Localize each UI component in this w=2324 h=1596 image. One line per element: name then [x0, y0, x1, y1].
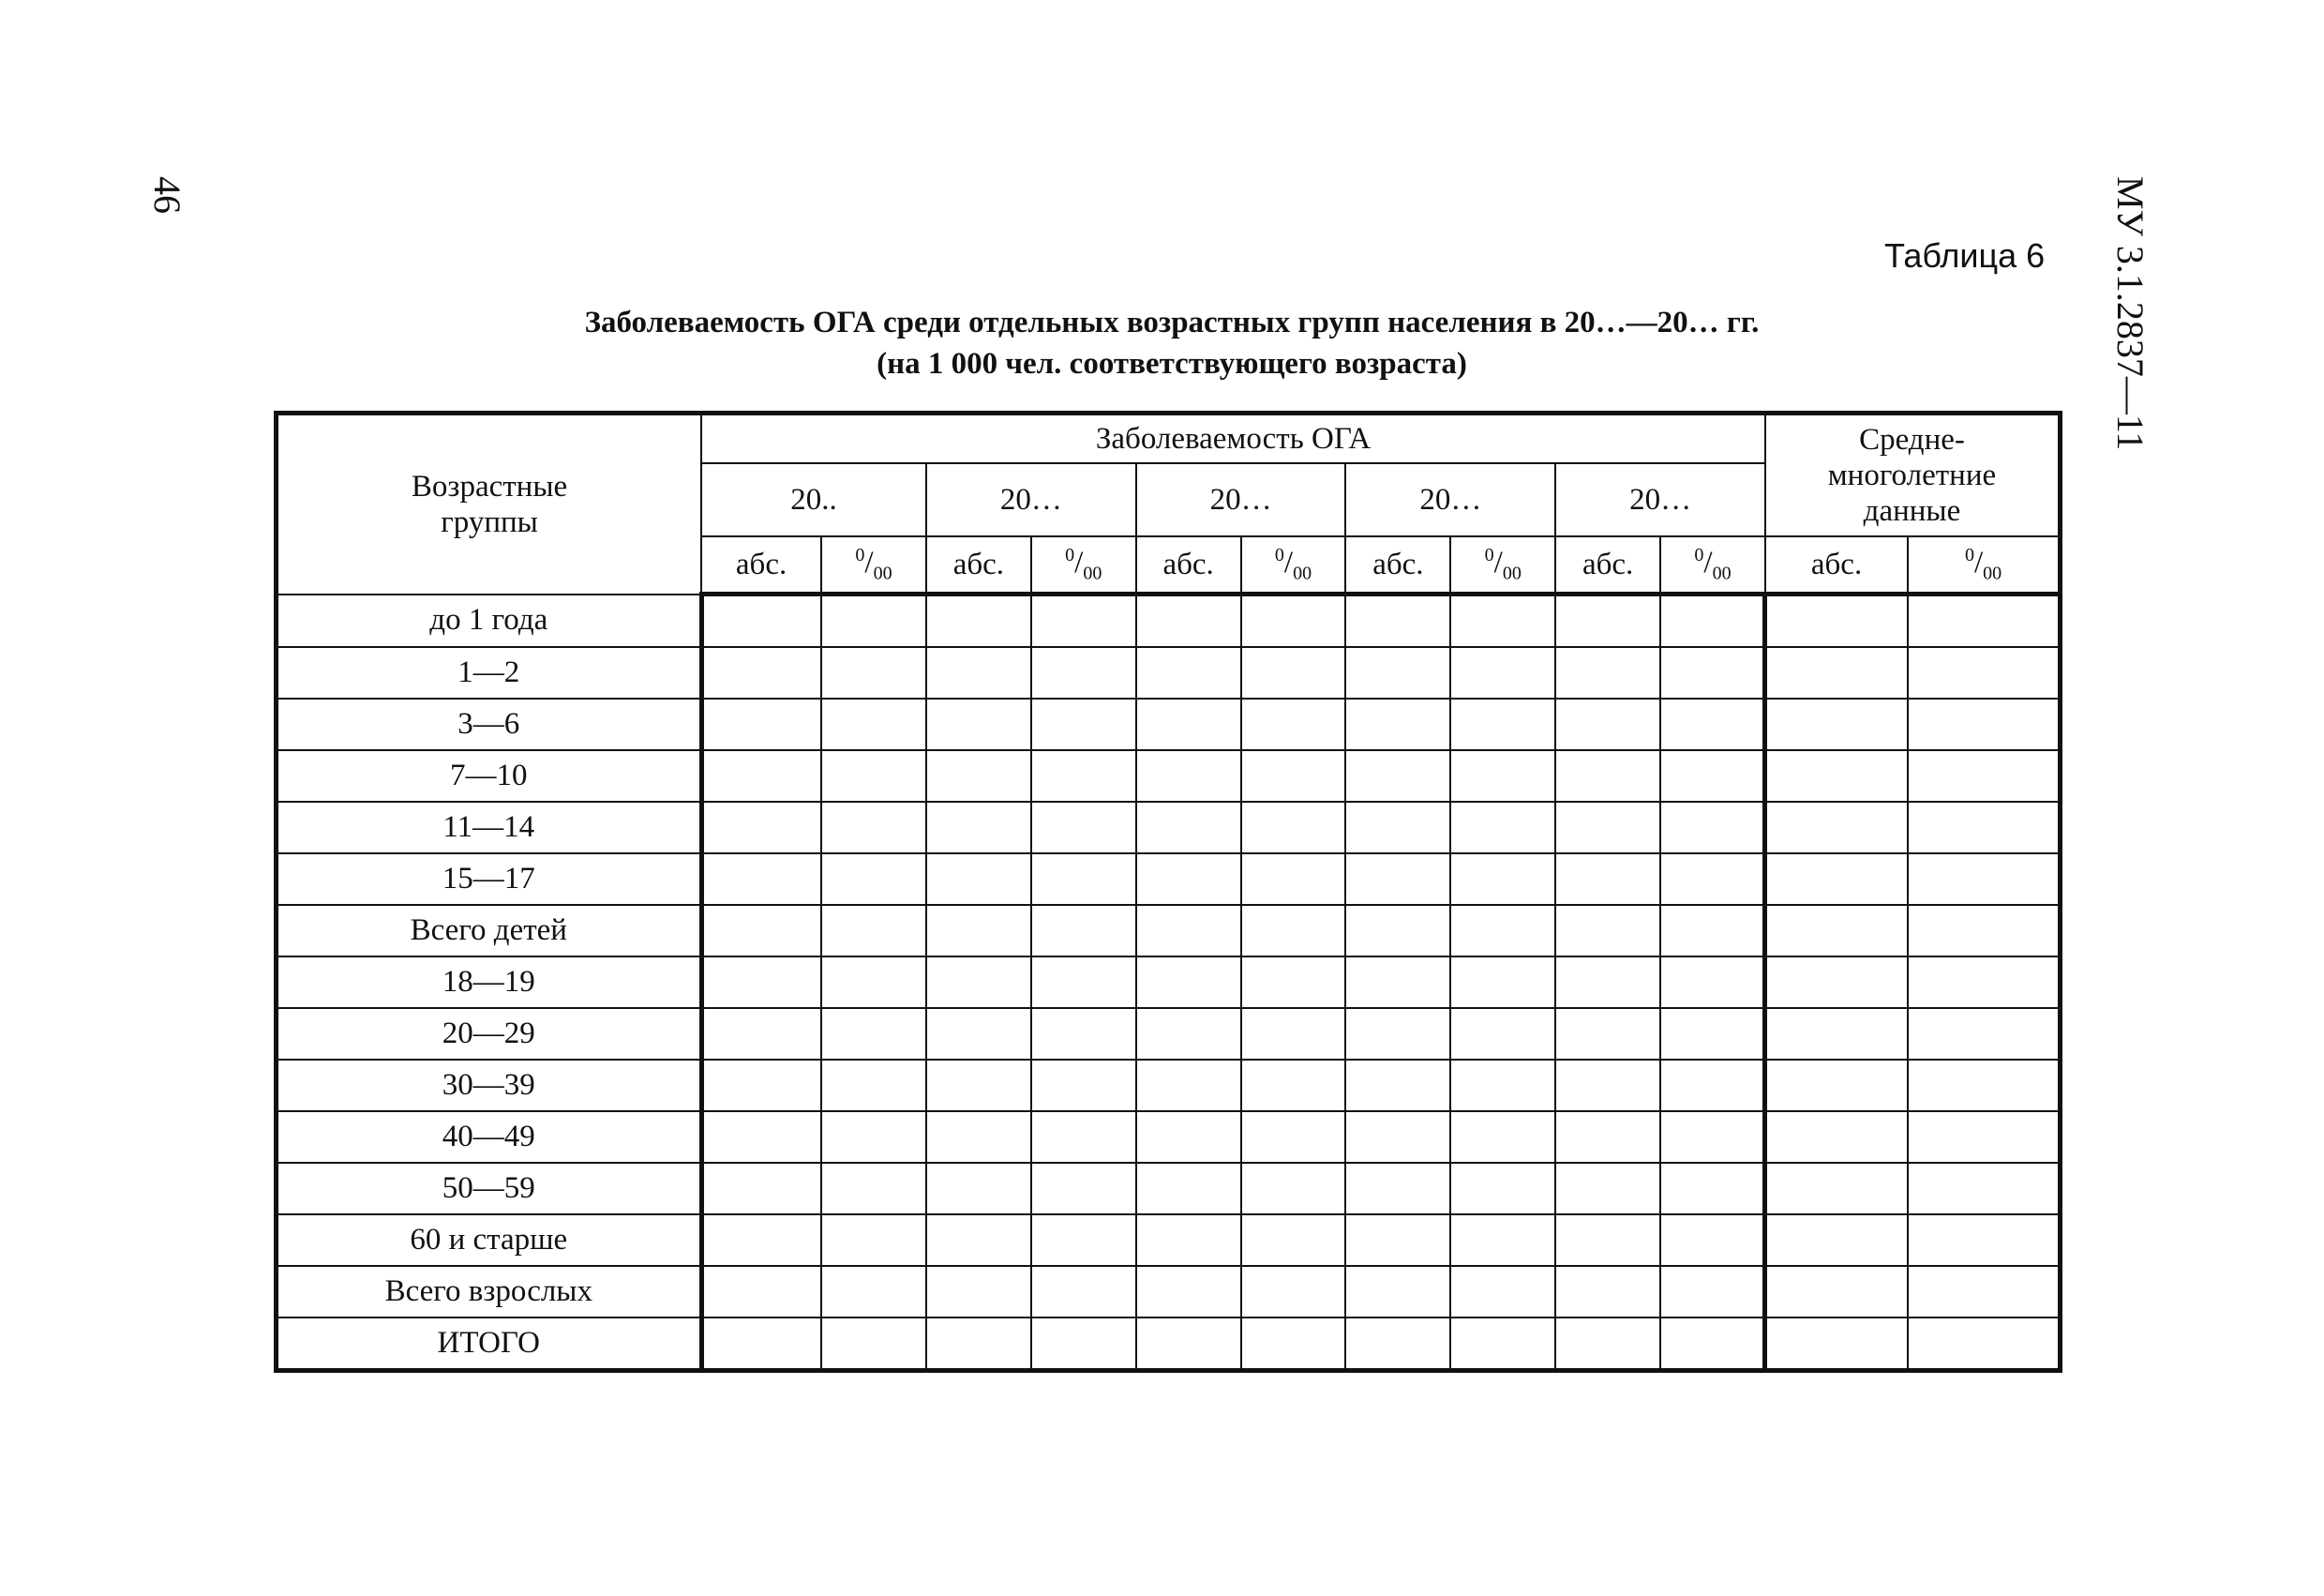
- empty-cell: [1031, 1008, 1136, 1060]
- abs-unit-header: абс.: [1136, 536, 1241, 595]
- empty-cell: [821, 1266, 926, 1317]
- permil-unit-header: $^0/_{00}$: [1660, 536, 1765, 595]
- abs-unit-header: абс.: [701, 536, 821, 595]
- empty-cell: [1136, 853, 1241, 905]
- table-label: Таблица 6: [1884, 236, 2046, 275]
- table-caption: [281, 302, 2062, 384]
- empty-cell: [1908, 595, 2060, 648]
- age-group-label: 60 и старше: [277, 1214, 702, 1266]
- age-group-label: 30—39: [277, 1060, 702, 1111]
- empty-cell: [1031, 595, 1136, 648]
- empty-cell: [1660, 750, 1765, 802]
- empty-cell: [1450, 853, 1555, 905]
- empty-cell: [821, 905, 926, 956]
- empty-cell: [821, 595, 926, 648]
- empty-cell: [1031, 1317, 1136, 1371]
- empty-cell: [701, 1060, 821, 1111]
- empty-cell: [1241, 1111, 1346, 1163]
- year-header: 20…: [1345, 463, 1555, 536]
- empty-cell: [926, 699, 1031, 750]
- permil-sup: 0: [1274, 545, 1284, 566]
- empty-cell: [1031, 905, 1136, 956]
- empty-cell: [1345, 595, 1450, 648]
- empty-cell: [1345, 905, 1450, 956]
- incidence-header: Заболеваемость ОГА: [701, 414, 1765, 464]
- table-row: [277, 1111, 2061, 1163]
- empty-cell: [1555, 1008, 1660, 1060]
- empty-cell: [1660, 802, 1765, 853]
- empty-cell: [1136, 1317, 1241, 1371]
- empty-cell: [1136, 1163, 1241, 1214]
- empty-cell: [1241, 802, 1346, 853]
- empty-cell: [821, 802, 926, 853]
- empty-cell: [1555, 595, 1660, 648]
- empty-cell: [1765, 802, 1908, 853]
- empty-cell: [1345, 1111, 1450, 1163]
- empty-cell: [926, 1060, 1031, 1111]
- caption-line-1: Заболеваемость ОГА среди отдельных возрастных групп населения в 20…—20… гг.: [584, 306, 1760, 339]
- year-header: 20…: [926, 463, 1136, 536]
- table-row: [277, 956, 2061, 1008]
- age-group-label: 15—17: [277, 853, 702, 905]
- permil-sub: 00: [1083, 563, 1102, 584]
- empty-cell: [926, 802, 1031, 853]
- permil-sup: 0: [1065, 545, 1075, 566]
- empty-cell: [1241, 1266, 1346, 1317]
- empty-cell: [1031, 750, 1136, 802]
- empty-cell: [1660, 1111, 1765, 1163]
- age-group-label: 20—29: [277, 1008, 702, 1060]
- permil-sup: 0: [1484, 545, 1494, 566]
- table-row: [277, 647, 2061, 699]
- empty-cell: [1765, 1317, 1908, 1371]
- table-row: [277, 1008, 2061, 1060]
- table-row: [277, 905, 2061, 956]
- year-header: 20..: [701, 463, 926, 536]
- empty-cell: [1765, 750, 1908, 802]
- empty-cell: [1450, 595, 1555, 648]
- empty-cell: [701, 1214, 821, 1266]
- empty-cell: [1660, 956, 1765, 1008]
- age-group-label: 11—14: [277, 802, 702, 853]
- empty-cell: [701, 699, 821, 750]
- empty-cell: [821, 647, 926, 699]
- permil-unit-header: $^0/_{00}$: [1908, 536, 2060, 595]
- empty-cell: [1765, 595, 1908, 648]
- empty-cell: [1450, 1008, 1555, 1060]
- empty-cell: [1765, 1214, 1908, 1266]
- age-group-label: 40—49: [277, 1111, 702, 1163]
- empty-cell: [1765, 1060, 1908, 1111]
- empty-cell: [1765, 956, 1908, 1008]
- age-groups-header: Возрастные группы: [277, 414, 702, 595]
- empty-cell: [926, 750, 1031, 802]
- age-group-label: Всего детей: [277, 905, 702, 956]
- age-group-label: 50—59: [277, 1163, 702, 1214]
- long-term-average-header: Средне-многолетние данные: [1765, 414, 2061, 537]
- empty-cell: [1241, 750, 1346, 802]
- empty-cell: [1908, 905, 2060, 956]
- empty-cell: [926, 1163, 1031, 1214]
- empty-cell: [1450, 699, 1555, 750]
- empty-cell: [1660, 647, 1765, 699]
- empty-cell: [1241, 905, 1346, 956]
- empty-cell: [701, 802, 821, 853]
- empty-cell: [1908, 1163, 2060, 1214]
- empty-cell: [1031, 699, 1136, 750]
- empty-cell: [1908, 1008, 2060, 1060]
- empty-cell: [926, 1317, 1031, 1371]
- empty-cell: [1345, 1060, 1450, 1111]
- empty-cell: [926, 905, 1031, 956]
- age-group-label: ИТОГО: [277, 1317, 702, 1371]
- empty-cell: [1136, 595, 1241, 648]
- empty-cell: [926, 1214, 1031, 1266]
- permil-sub: 00: [873, 563, 892, 584]
- permil-sup: 0: [855, 545, 865, 566]
- empty-cell: [926, 1266, 1031, 1317]
- empty-cell: [1031, 1266, 1136, 1317]
- permil-unit-header: $^0/_{00}$: [1241, 536, 1346, 595]
- empty-cell: [821, 1317, 926, 1371]
- table-row: [277, 1266, 2061, 1317]
- empty-cell: [1136, 905, 1241, 956]
- empty-cell: [821, 1060, 926, 1111]
- empty-cell: [821, 750, 926, 802]
- empty-cell: [1765, 699, 1908, 750]
- empty-cell: [1555, 905, 1660, 956]
- empty-cell: [926, 1008, 1031, 1060]
- empty-cell: [701, 1266, 821, 1317]
- empty-cell: [1450, 647, 1555, 699]
- empty-cell: [1450, 1317, 1555, 1371]
- empty-cell: [1136, 802, 1241, 853]
- empty-cell: [1241, 1214, 1346, 1266]
- empty-cell: [1031, 1163, 1136, 1214]
- document-code: МУ 3.1.2837—11: [2109, 176, 2152, 451]
- empty-cell: [1345, 1163, 1450, 1214]
- empty-cell: [1031, 1060, 1136, 1111]
- empty-cell: [1765, 647, 1908, 699]
- permil-unit-header: $^0/_{00}$: [1031, 536, 1136, 595]
- empty-cell: [1345, 956, 1450, 1008]
- empty-cell: [1241, 1163, 1346, 1214]
- empty-cell: [701, 595, 821, 648]
- table-row: [277, 1060, 2061, 1111]
- table-row: [277, 853, 2061, 905]
- empty-cell: [1660, 905, 1765, 956]
- empty-cell: [1450, 1060, 1555, 1111]
- empty-cell: [1345, 750, 1450, 802]
- age-group-label: до 1 года: [277, 595, 702, 648]
- empty-cell: [1908, 1214, 2060, 1266]
- empty-cell: [1031, 1214, 1136, 1266]
- empty-cell: [821, 1111, 926, 1163]
- table-row: [277, 802, 2061, 853]
- empty-cell: [1345, 802, 1450, 853]
- empty-cell: [1450, 1163, 1555, 1214]
- empty-cell: [701, 1163, 821, 1214]
- abs-unit-header: абс.: [1765, 536, 1908, 595]
- empty-cell: [1241, 1060, 1346, 1111]
- empty-cell: [1450, 1111, 1555, 1163]
- empty-cell: [1555, 1317, 1660, 1371]
- empty-cell: [701, 956, 821, 1008]
- empty-cell: [1908, 750, 2060, 802]
- empty-cell: [926, 1111, 1031, 1163]
- abs-unit-header: абс.: [1345, 536, 1450, 595]
- empty-cell: [1908, 802, 2060, 853]
- permil-sub: 00: [1502, 563, 1522, 584]
- empty-cell: [1136, 1008, 1241, 1060]
- empty-cell: [926, 853, 1031, 905]
- empty-cell: [1555, 647, 1660, 699]
- empty-cell: [1555, 1266, 1660, 1317]
- empty-cell: [1660, 1008, 1765, 1060]
- empty-cell: [1765, 1266, 1908, 1317]
- empty-cell: [1031, 853, 1136, 905]
- empty-cell: [1555, 802, 1660, 853]
- empty-cell: [1555, 699, 1660, 750]
- age-group-label: 7—10: [277, 750, 702, 802]
- year-header: 20…: [1555, 463, 1765, 536]
- table-row: [277, 1163, 2061, 1214]
- empty-cell: [1031, 647, 1136, 699]
- empty-cell: [1345, 699, 1450, 750]
- age-group-label: 3—6: [277, 699, 702, 750]
- year-header: 20…: [1136, 463, 1346, 536]
- empty-cell: [1555, 1111, 1660, 1163]
- permil-unit-header: $^0/_{00}$: [821, 536, 926, 595]
- table-row: [277, 595, 2061, 648]
- permil-sub: 00: [1712, 563, 1732, 584]
- empty-cell: [1450, 1214, 1555, 1266]
- empty-cell: [1136, 1111, 1241, 1163]
- empty-cell: [821, 956, 926, 1008]
- empty-cell: [1345, 1008, 1450, 1060]
- empty-cell: [926, 647, 1031, 699]
- empty-cell: [1660, 1214, 1765, 1266]
- empty-cell: [1241, 853, 1346, 905]
- empty-cell: [1765, 853, 1908, 905]
- empty-cell: [1241, 647, 1346, 699]
- empty-cell: [821, 699, 926, 750]
- empty-cell: [821, 1214, 926, 1266]
- table-row: [277, 750, 2061, 802]
- empty-cell: [1241, 1008, 1346, 1060]
- empty-cell: [701, 1317, 821, 1371]
- empty-cell: [1908, 1266, 2060, 1317]
- empty-cell: [1765, 905, 1908, 956]
- empty-cell: [1450, 802, 1555, 853]
- permil-sub: 00: [1983, 563, 2002, 584]
- age-group-label: 18—19: [277, 956, 702, 1008]
- empty-cell: [1241, 956, 1346, 1008]
- empty-cell: [1345, 1214, 1450, 1266]
- empty-cell: [1908, 1060, 2060, 1111]
- empty-cell: [1241, 699, 1346, 750]
- empty-cell: [1908, 699, 2060, 750]
- empty-cell: [1660, 595, 1765, 648]
- empty-cell: [1660, 1060, 1765, 1111]
- empty-cell: [1660, 1317, 1765, 1371]
- empty-cell: [926, 595, 1031, 648]
- empty-cell: [1450, 905, 1555, 956]
- empty-cell: [1136, 699, 1241, 750]
- empty-cell: [1136, 1214, 1241, 1266]
- empty-cell: [926, 956, 1031, 1008]
- empty-cell: [1136, 647, 1241, 699]
- empty-cell: [1345, 647, 1450, 699]
- empty-cell: [1450, 750, 1555, 802]
- empty-cell: [821, 853, 926, 905]
- empty-cell: [1555, 853, 1660, 905]
- empty-cell: [821, 1008, 926, 1060]
- table-row: [277, 1317, 2061, 1371]
- empty-cell: [1765, 1008, 1908, 1060]
- age-group-label: Всего взрослых: [277, 1266, 702, 1317]
- empty-cell: [1136, 750, 1241, 802]
- empty-cell: [1345, 853, 1450, 905]
- empty-cell: [1555, 1214, 1660, 1266]
- empty-cell: [1031, 802, 1136, 853]
- empty-cell: [1765, 1163, 1908, 1214]
- empty-cell: [1908, 956, 2060, 1008]
- empty-cell: [1555, 1060, 1660, 1111]
- page-number: 46: [146, 176, 188, 214]
- empty-cell: [701, 750, 821, 802]
- empty-cell: [1345, 1317, 1450, 1371]
- empty-cell: [1031, 956, 1136, 1008]
- empty-cell: [1660, 1163, 1765, 1214]
- empty-cell: [1450, 1266, 1555, 1317]
- empty-cell: [701, 1008, 821, 1060]
- permil-sup: 0: [1964, 545, 1974, 566]
- empty-cell: [1031, 1111, 1136, 1163]
- empty-cell: [1660, 853, 1765, 905]
- empty-cell: [1241, 1317, 1346, 1371]
- empty-cell: [701, 1111, 821, 1163]
- empty-cell: [1345, 1266, 1450, 1317]
- empty-cell: [1765, 1111, 1908, 1163]
- empty-cell: [1136, 956, 1241, 1008]
- empty-cell: [1908, 647, 2060, 699]
- incidence-table: [274, 411, 2062, 1373]
- empty-cell: [1136, 1266, 1241, 1317]
- empty-cell: [701, 647, 821, 699]
- empty-cell: [1555, 1163, 1660, 1214]
- age-group-label: 1—2: [277, 647, 702, 699]
- empty-cell: [1660, 1266, 1765, 1317]
- empty-cell: [1660, 699, 1765, 750]
- permil-sup: 0: [1694, 545, 1704, 566]
- empty-cell: [1908, 1111, 2060, 1163]
- permil-unit-header: $^0/_{00}$: [1450, 536, 1555, 595]
- empty-cell: [701, 905, 821, 956]
- table-row: [277, 699, 2061, 750]
- empty-cell: [1908, 853, 2060, 905]
- empty-cell: [701, 853, 821, 905]
- empty-cell: [1241, 595, 1346, 648]
- abs-unit-header: абс.: [1555, 536, 1660, 595]
- caption-line-2: (на 1 000 чел. соответствующего возраста): [877, 347, 1467, 381]
- empty-cell: [1450, 956, 1555, 1008]
- empty-cell: [1555, 956, 1660, 1008]
- empty-cell: [1908, 1317, 2060, 1371]
- abs-unit-header: абс.: [926, 536, 1031, 595]
- permil-sub: 00: [1293, 563, 1312, 584]
- empty-cell: [821, 1163, 926, 1214]
- empty-cell: [1136, 1060, 1241, 1111]
- table-row: [277, 1214, 2061, 1266]
- empty-cell: [1555, 750, 1660, 802]
